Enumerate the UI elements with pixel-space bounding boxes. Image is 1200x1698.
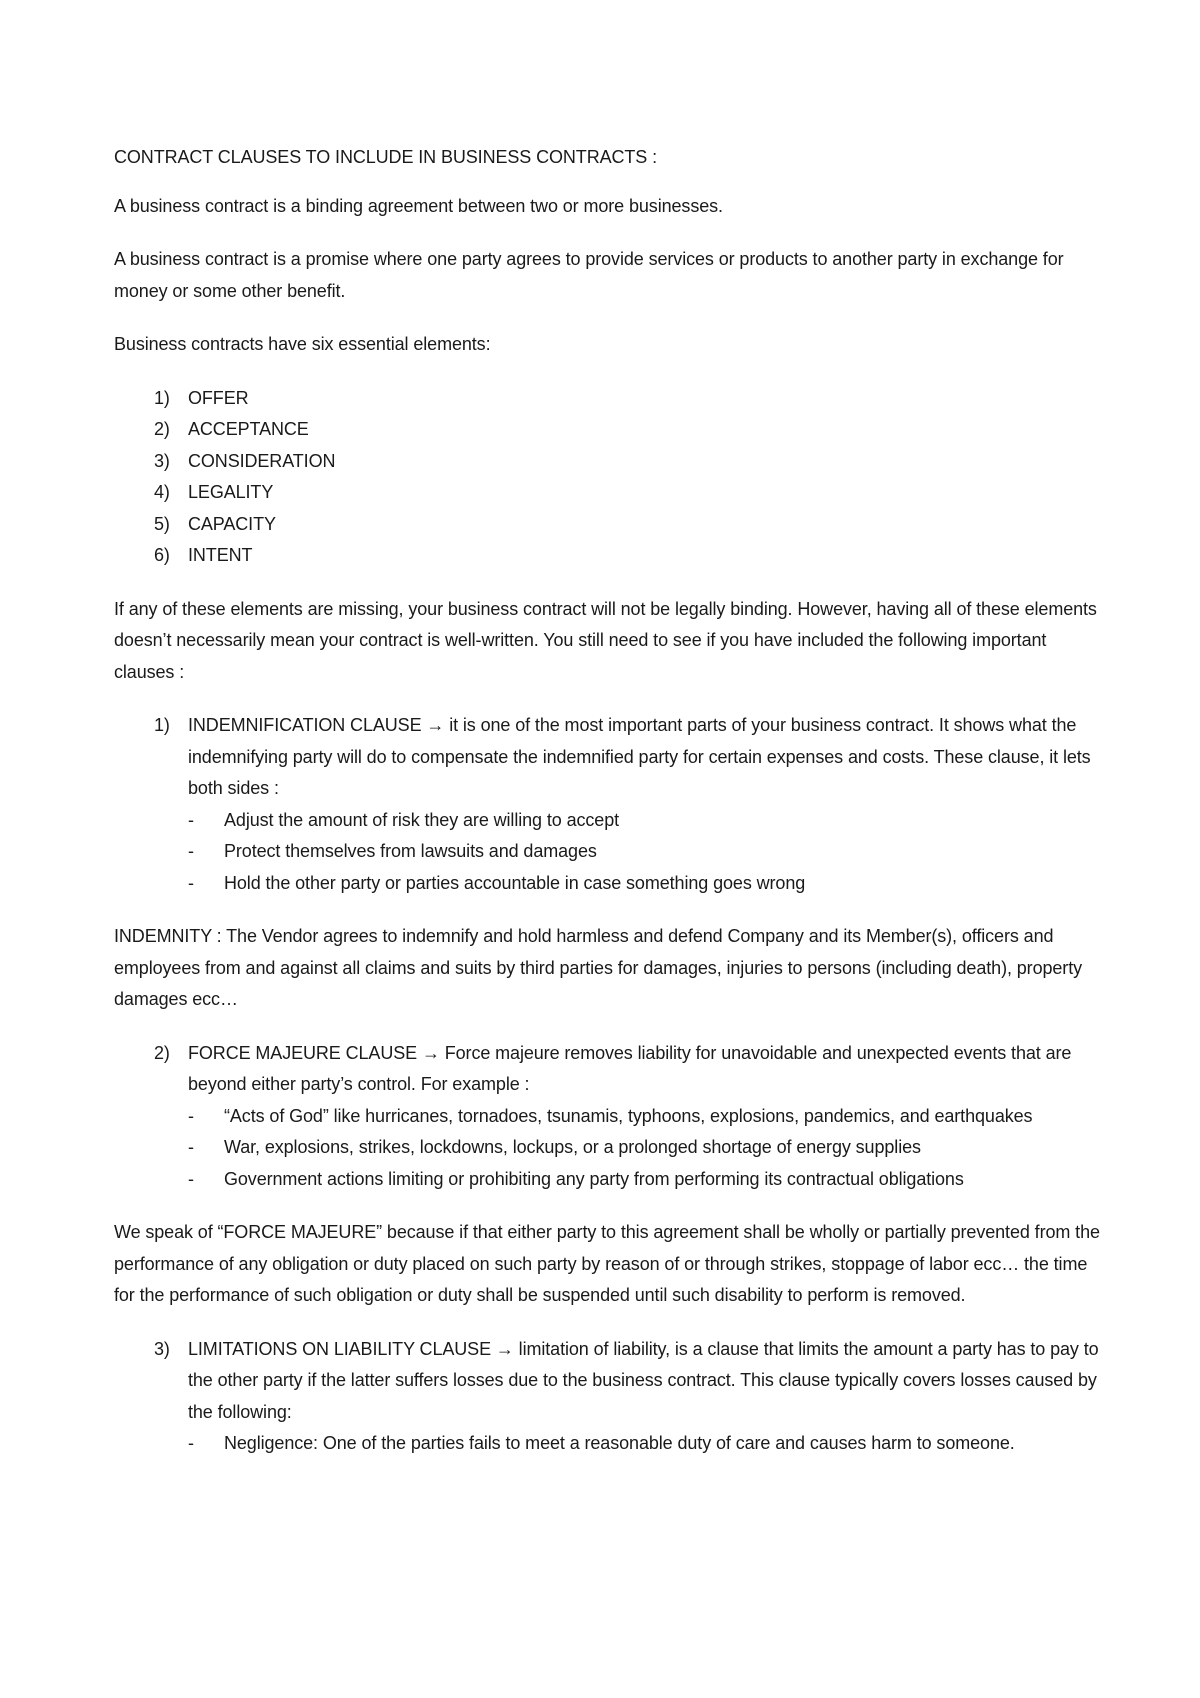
missing-elements-paragraph: If any of these elements are missing, your business contract will not be legally binding. However, having all of these elements doesn’t necessarily mean your contract is well-written. You still need to see if you have included the following important clauses :: [114, 598, 1097, 682]
list-number: 6): [154, 545, 170, 565]
bullet-item: - Negligence: One of the parties fails to meet a reasonable duty of care and causes harm to someone.: [188, 1428, 1104, 1460]
intro-paragraph-1: A business contract is a binding agreement between two or more businesses.: [114, 195, 723, 216]
clause-number: 1): [154, 715, 170, 735]
essential-elements-list: [114, 383, 1104, 572]
list-number: 2): [154, 419, 170, 439]
clause-force-majeure: [114, 1038, 1104, 1196]
bullet-item: - War, explosions, strikes, lockdowns, lockups, or a prolonged shortage of energy supplies: [188, 1132, 1104, 1164]
intro-paragraph-2: A business contract is a promise where one party agrees to provide services or products to another party in exchange for money or some other benefit.: [114, 249, 1064, 301]
clause-text: INDEMNIFICATION CLAUSE → it is one of the most important parts of your business contract. It shows what the indemnifying party will do to compensate the indemnified party for certain expenses and costs. These clause, it lets both sides :: [188, 715, 1091, 798]
list-item-label: ACCEPTANCE: [188, 419, 309, 439]
indemnity-paragraph: INDEMNITY : The Vendor agrees to indemnify and hold harmless and defend Company and its Member(s), officers and employees from and against all claims and suits by third parties for damages, injuries to persons (including death), property damages ecc…: [114, 926, 1082, 1009]
document-body: [114, 142, 1104, 1482]
clause-limitation-of-liability: [114, 1334, 1104, 1460]
clause-bullets: [188, 1101, 1104, 1196]
list-number: 4): [154, 482, 170, 502]
clause-number: 3): [154, 1338, 170, 1359]
list-number: 5): [154, 513, 170, 534]
list-item: [114, 414, 1104, 446]
list-item: [114, 540, 1104, 572]
list-item-label: CONSIDERATION: [188, 450, 336, 471]
document-title: CONTRACT CLAUSES TO INCLUDE IN BUSINESS CONTRACTS :: [114, 147, 657, 167]
list-item: [114, 509, 1104, 541]
list-item: [114, 446, 1104, 478]
list-item-label: CAPACITY: [188, 513, 276, 534]
force-majeure-paragraph: We speak of “FORCE MAJEURE” because if that either party to this agreement shall be wholly or partially prevented from the performance of any obligation or duty placed on such party by reason of or through strikes, stoppage of labor ecc… the time for the performance of such obligation or duty shall be suspended until such disability to perform is removed.: [114, 1222, 1100, 1305]
clause-indemnification: [114, 710, 1104, 899]
intro-paragraph-3: Business contracts have six essential elements:: [114, 334, 491, 354]
list-item: [114, 477, 1104, 509]
list-item-label: INTENT: [188, 545, 253, 565]
list-number: 3): [154, 450, 170, 471]
bullet-item: - Government actions limiting or prohibiting any party from performing its contractual obligations: [188, 1164, 1104, 1196]
clause-bullets: [188, 805, 1104, 900]
list-item-label: OFFER: [188, 387, 249, 408]
bullet-item: - Protect themselves from lawsuits and damages: [188, 836, 1104, 868]
list-item-label: LEGALITY: [188, 482, 274, 502]
clause-number: 2): [154, 1042, 170, 1063]
bullet-item: - Hold the other party or parties accountable in case something goes wrong: [188, 868, 1104, 900]
clause-bullets: [188, 1428, 1104, 1460]
clause-text: LIMITATIONS ON LIABILITY CLAUSE → limitation of liability, is a clause that limits the amount a party has to pay to the other party if the latter suffers losses due to the business contract. This clause typically covers losses caused by the following:: [188, 1338, 1099, 1422]
list-item: [114, 383, 1104, 415]
list-number: 1): [154, 387, 170, 408]
clause-text: FORCE MAJEURE CLAUSE → Force majeure removes liability for unavoidable and unexpected events that are beyond either party’s control. For example :: [188, 1042, 1072, 1094]
bullet-item: - Adjust the amount of risk they are willing to accept: [188, 805, 1104, 837]
bullet-item: - “Acts of God” like hurricanes, tornadoes, tsunamis, typhoons, explosions, pandemics, and earthquakes: [188, 1101, 1104, 1133]
